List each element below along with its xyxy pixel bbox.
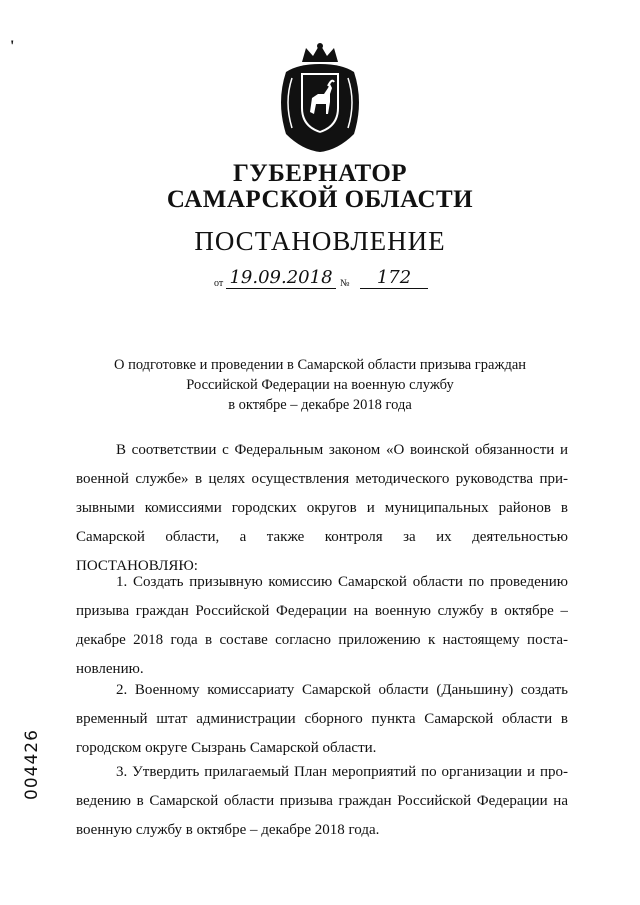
date-label: от [214,278,224,289]
authority-title-line2: САМАРСКОЙ ОБЛАСТИ [166,186,474,213]
clause-line: временный штат администрации сборного пункта Самарской области в [76,711,568,727]
document-subject [0,355,640,415]
number-label: № [340,278,350,289]
clause-1 [76,568,568,684]
preamble-line: зывными комиссиями городских округов и муниципальных районов в [76,500,568,516]
clause-line: ведению в Самарской области призыва граждан Российской Федерации на [76,793,568,809]
side-serial-number: 004426 [22,729,42,800]
date-field: 19.09.2018 [226,268,336,289]
document-type-title: ПОСТАНОВЛЕНИЕ [194,226,446,256]
preamble-line: военной службе» в целях осуществления методического руководства при- [76,471,568,487]
preamble-line: В соответствии с Федеральным законом «О воинской обязанности и [116,442,568,458]
clause-line: новлению. [76,661,144,677]
date-number-line [0,266,640,292]
clause-line: декабре 2018 года в составе согласно приложению к настоящему поста- [76,632,568,648]
clause-line: 2. Военному комиссариату Самарской области (Даньшину) создать [116,682,568,698]
subject-line: Российской Федерации на военную службу [186,377,454,393]
decree-keyword: ПОСТАНОВЛЯЮ: [76,558,198,574]
clause-line: 1. Создать призывную комиссию Самарской области по проведению [116,574,568,590]
stray-mark: ' [10,38,15,55]
clause-2 [76,676,568,763]
subject-line: О подготовке и проведении в Самарской области призыва граждан [113,357,527,373]
clause-line: 3. Утвердить прилагаемый План мероприятий по организации и про- [116,764,568,780]
clause-3 [76,758,568,845]
samara-region-coat-of-arms-icon [272,42,368,154]
clause-line: городском округе Сызрань Самарской области. [76,740,377,756]
preamble-paragraph [76,436,568,581]
clause-line: военную службу в октябре – декабре 2018 года. [76,822,380,838]
clause-line: призыва граждан Российской Федерации на военную службу в октябре – [76,603,568,619]
preamble-line: Самарской области, а также контроля за их деятельностью [76,529,568,545]
authority-title-line1: ГУБЕРНАТОР [232,160,408,187]
subject-line: в октябре – декабре 2018 года [228,397,412,413]
number-field: 172 [360,268,428,289]
